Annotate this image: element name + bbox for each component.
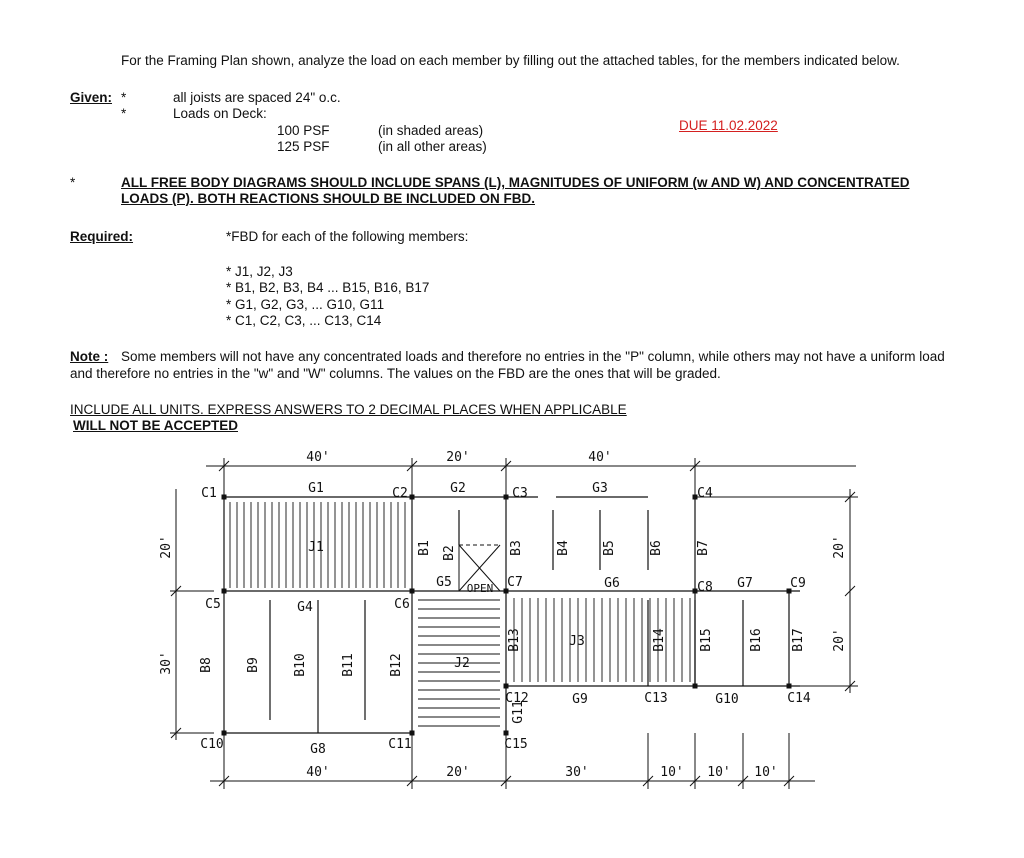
given-label: Given: [70, 90, 113, 105]
girder-label: G1 [308, 481, 324, 496]
beam-label: B15 [699, 628, 714, 652]
column-label: C15 [504, 737, 528, 752]
required-item: * J1, J2, J3 [226, 264, 293, 279]
column-label: C1 [201, 486, 217, 501]
beam-label: B13 [507, 628, 522, 652]
column-marker [222, 589, 227, 594]
beam-label: B14 [652, 628, 667, 652]
girder-label: G6 [604, 576, 620, 591]
dimension-label-left: 30' [159, 651, 174, 675]
required-label: Required: [70, 229, 134, 244]
girder-label: G2 [450, 481, 466, 496]
column-marker [787, 684, 792, 689]
dimension-label-top: 40' [306, 450, 330, 465]
dimension-label-bottom: 40' [306, 765, 330, 780]
opening-label: OPEN [466, 582, 494, 595]
units-line: INCLUDE ALL UNITS. EXPRESS ANSWERS TO 2 DECIMAL PLACES WHEN APPLICABLE [70, 402, 627, 417]
beam-label: B10 [293, 653, 308, 677]
column-marker [410, 589, 415, 594]
column-label: C6 [394, 597, 410, 612]
required-item: * C1, C2, C3, ... C13, C14 [226, 313, 382, 328]
required-intro: *FBD for each of the following members: [226, 229, 469, 244]
column-marker [410, 731, 415, 736]
girder-label: G4 [297, 600, 313, 615]
beam-label: B8 [199, 657, 214, 673]
dimension-label-bottom: 10' [754, 765, 778, 780]
units-line-2: WILL NOT BE ACCEPTED [73, 418, 238, 433]
required-item: * B1, B2, B3, B4 ... B15, B16, B17 [226, 280, 430, 295]
girder-label: G3 [592, 481, 608, 496]
column-marker [410, 495, 415, 500]
girder-label: G11 [511, 700, 526, 724]
beam-label: B16 [749, 628, 764, 652]
beam-label: B4 [556, 540, 571, 556]
dimension-label-right: 20' [832, 535, 847, 559]
beam-label: B7 [696, 540, 711, 556]
load-1-note: (in shaded areas) [378, 123, 484, 138]
fbd-note-bullet: * [70, 175, 76, 190]
joist-label: J2 [454, 656, 470, 671]
joist-label: J3 [569, 634, 585, 649]
beam-label: B17 [791, 628, 806, 652]
beam-label: B9 [246, 657, 261, 673]
column-marker [504, 495, 509, 500]
column-label: C5 [205, 597, 221, 612]
given-bullet-2: * [121, 106, 127, 121]
girder-label: G8 [310, 742, 326, 757]
column-label: C11 [388, 737, 412, 752]
note-line-2: and therefore no entries in the "w" and "W" columns. The values on the FBD are the ones that will be graded. [70, 366, 721, 381]
required-item: * G1, G2, G3, ... G10, G11 [226, 297, 385, 312]
given-bullet-1: * [121, 90, 127, 105]
beam-label: B3 [509, 540, 524, 556]
column-label: C13 [644, 691, 668, 706]
column-label: C12 [505, 691, 529, 706]
column-marker [693, 684, 698, 689]
girder-label: G10 [715, 692, 739, 707]
column-label: C8 [697, 580, 713, 595]
beam-label: B6 [649, 540, 664, 556]
beam-label: B5 [602, 540, 617, 556]
girder-label: G7 [737, 576, 753, 591]
dimension-label-bottom: 20' [446, 765, 470, 780]
column-marker [504, 731, 509, 736]
plan-labels [159, 450, 847, 780]
fbd-note-line-2: LOADS (P). BOTH REACTIONS SHOULD BE INCLUDED ON FBD. [121, 191, 535, 206]
instructions-text: For the Framing Plan shown, analyze the load on each member by filling out the attached tables, for the members indicated below. [121, 53, 900, 68]
joist-spacing-text: all joists are spaced 24" o.c. [173, 90, 341, 105]
load-2-note: (in all other areas) [378, 139, 487, 154]
column-label: C3 [512, 486, 528, 501]
column-label: C2 [392, 486, 408, 501]
girder-label: G9 [572, 692, 588, 707]
load-1-value: 100 PSF [277, 123, 330, 138]
dimension-label-bottom: 10' [707, 765, 731, 780]
dimension-label-right: 20' [832, 628, 847, 652]
dimension-label-bottom: 30' [565, 765, 589, 780]
dimension-label-top: 40' [588, 450, 612, 465]
column-label: C10 [200, 737, 224, 752]
fbd-note-line-1: ALL FREE BODY DIAGRAMS SHOULD INCLUDE SPANS (L), MAGNITUDES OF UNIFORM (w AND W) AND CONCENTRATED [121, 175, 910, 190]
dimension-label-left: 20' [159, 535, 174, 559]
dimension-label-bottom: 10' [660, 765, 684, 780]
girder-label: G5 [436, 575, 452, 590]
column-label: C7 [507, 575, 523, 590]
beam-label: B1 [417, 540, 432, 556]
loads-title: Loads on Deck: [173, 106, 267, 121]
beam-label: B12 [389, 653, 404, 677]
note-line-1: Some members will not have any concentrated loads and therefore no entries in the "P" column, while others may not have a uniform load [121, 349, 945, 364]
column-label: C4 [697, 486, 713, 501]
load-2-value: 125 PSF [277, 139, 330, 154]
due-date: DUE 11.02.2022 [679, 118, 778, 133]
column-label: C9 [790, 576, 806, 591]
note-label: Note : [70, 349, 109, 364]
dimension-label-top: 20' [446, 450, 470, 465]
column-label: C14 [787, 691, 811, 706]
column-marker [504, 684, 509, 689]
column-marker [222, 731, 227, 736]
beam-label: B2 [442, 545, 457, 561]
joist-label: J1 [308, 540, 324, 555]
beam-label: B11 [341, 653, 356, 677]
column-marker [222, 495, 227, 500]
